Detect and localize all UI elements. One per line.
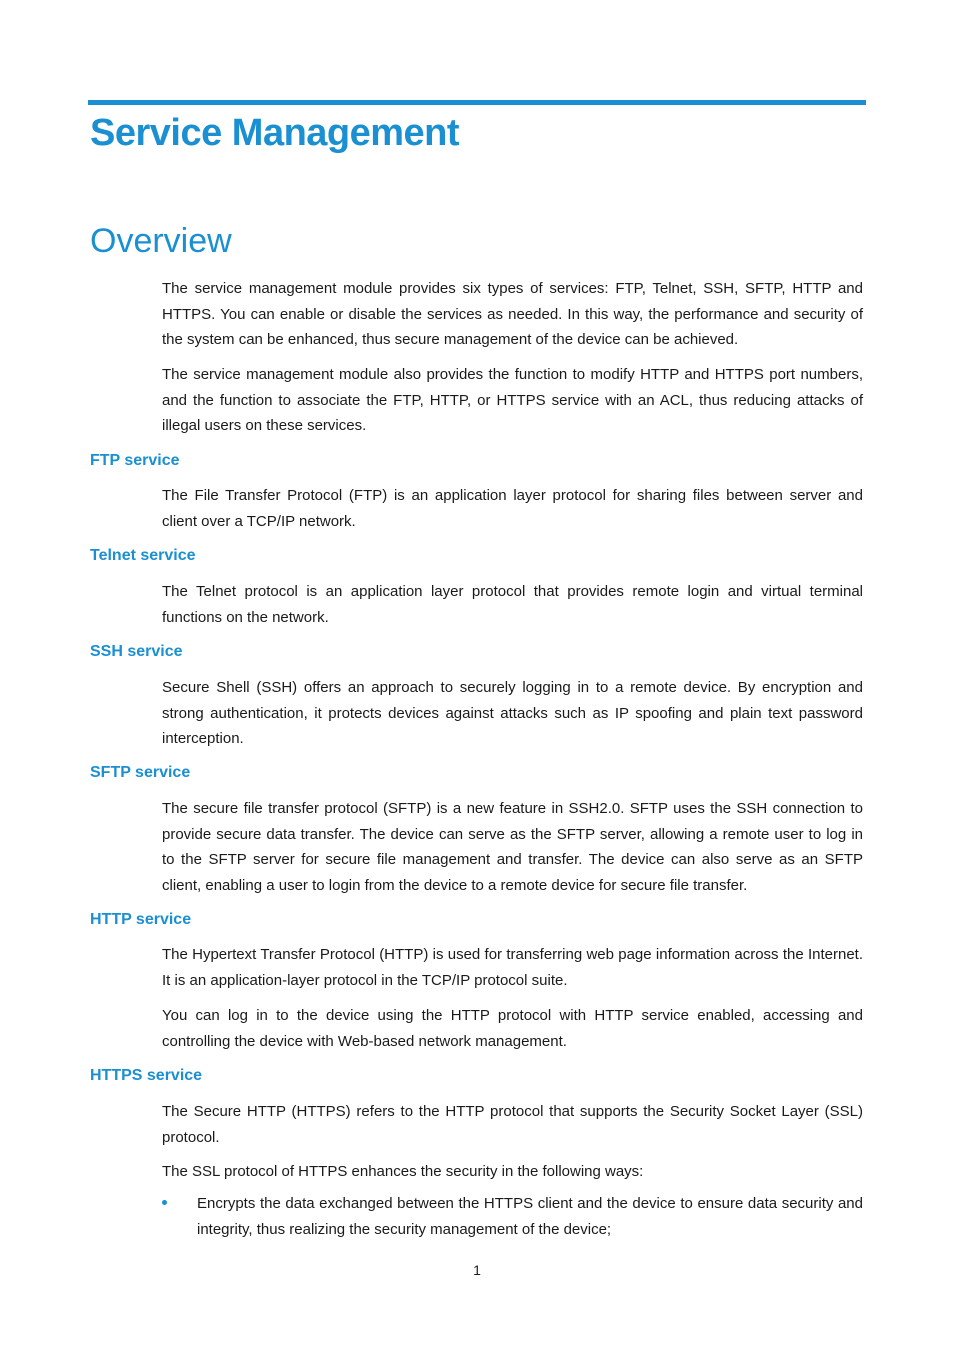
bullet-dot-icon — [162, 1200, 167, 1205]
heading-sftp-service: SFTP service — [90, 764, 191, 781]
overview-paragraph-1: The service management module provides six types of services: FTP, Telnet, SSH, SFTP, HTTP and HTTPS. You can enable or disable the services as needed. In this way, the performance and security of the system can be enhanced, thus secure management of the device can be achieved. — [162, 280, 863, 348]
chapter-title: Service Management — [90, 112, 460, 154]
title-rule — [88, 100, 866, 105]
ftp-paragraph: The File Transfer Protocol (FTP) is an application layer protocol for sharing files between server and client over a TCP/IP network. — [162, 487, 863, 530]
section-title-overview: Overview — [90, 222, 232, 260]
https-paragraph-1: The Secure HTTP (HTTPS) refers to the HTTP protocol that supports the Security Socket Layer (SSL) protocol. — [162, 1103, 863, 1146]
heading-https-service: HTTPS service — [90, 1067, 203, 1084]
heading-ftp-service: FTP service — [90, 452, 180, 469]
https-paragraph-2: The SSL protocol of HTTPS enhances the security in the following ways: — [162, 1163, 644, 1180]
page-number: 1 — [473, 1262, 481, 1278]
heading-http-service: HTTP service — [90, 911, 192, 928]
http-paragraph-1: The Hypertext Transfer Protocol (HTTP) is used for transferring web page information across the Internet. It is an application-layer protocol in the TCP/IP protocol suite. — [162, 946, 863, 989]
overview-paragraph-2: The service management module also provides the function to modify HTTP and HTTPS port numbers, and the function to associate the FTP, HTTP, or HTTPS service with an ACL, thus reducing attacks of illegal users on these services. — [162, 366, 863, 434]
sftp-paragraph: The secure file transfer protocol (SFTP) is a new feature in SSH2.0. SFTP uses the SSH connection to provide secure data transfer. The device can serve as the SFTP server, allowing a remote user to log in to the SFTP server for secure file management and transfer. The device can also serve as an SFTP client, enabling a user to login from the device to a remote device for secure file transfer. — [162, 800, 863, 894]
telnet-paragraph: The Telnet protocol is an application layer protocol that provides remote login and virtual terminal functions on the network. — [162, 583, 863, 626]
heading-telnet-service: Telnet service — [90, 547, 196, 564]
list-item-text: Encrypts the data exchanged between the HTTPS client and the device to ensure data security and integrity, thus realizing the security management of the device; — [197, 1195, 863, 1238]
list-item — [162, 1191, 863, 1242]
ssh-paragraph: Secure Shell (SSH) offers an approach to securely logging in to a remote device. By encryption and strong authentication, it protects devices against attacks such as IP spoofing and plain text password interception. — [162, 679, 863, 747]
heading-ssh-service: SSH service — [90, 643, 183, 660]
http-paragraph-2: You can log in to the device using the HTTP protocol with HTTP service enabled, accessing and controlling the device with Web-based network management. — [162, 1007, 863, 1050]
